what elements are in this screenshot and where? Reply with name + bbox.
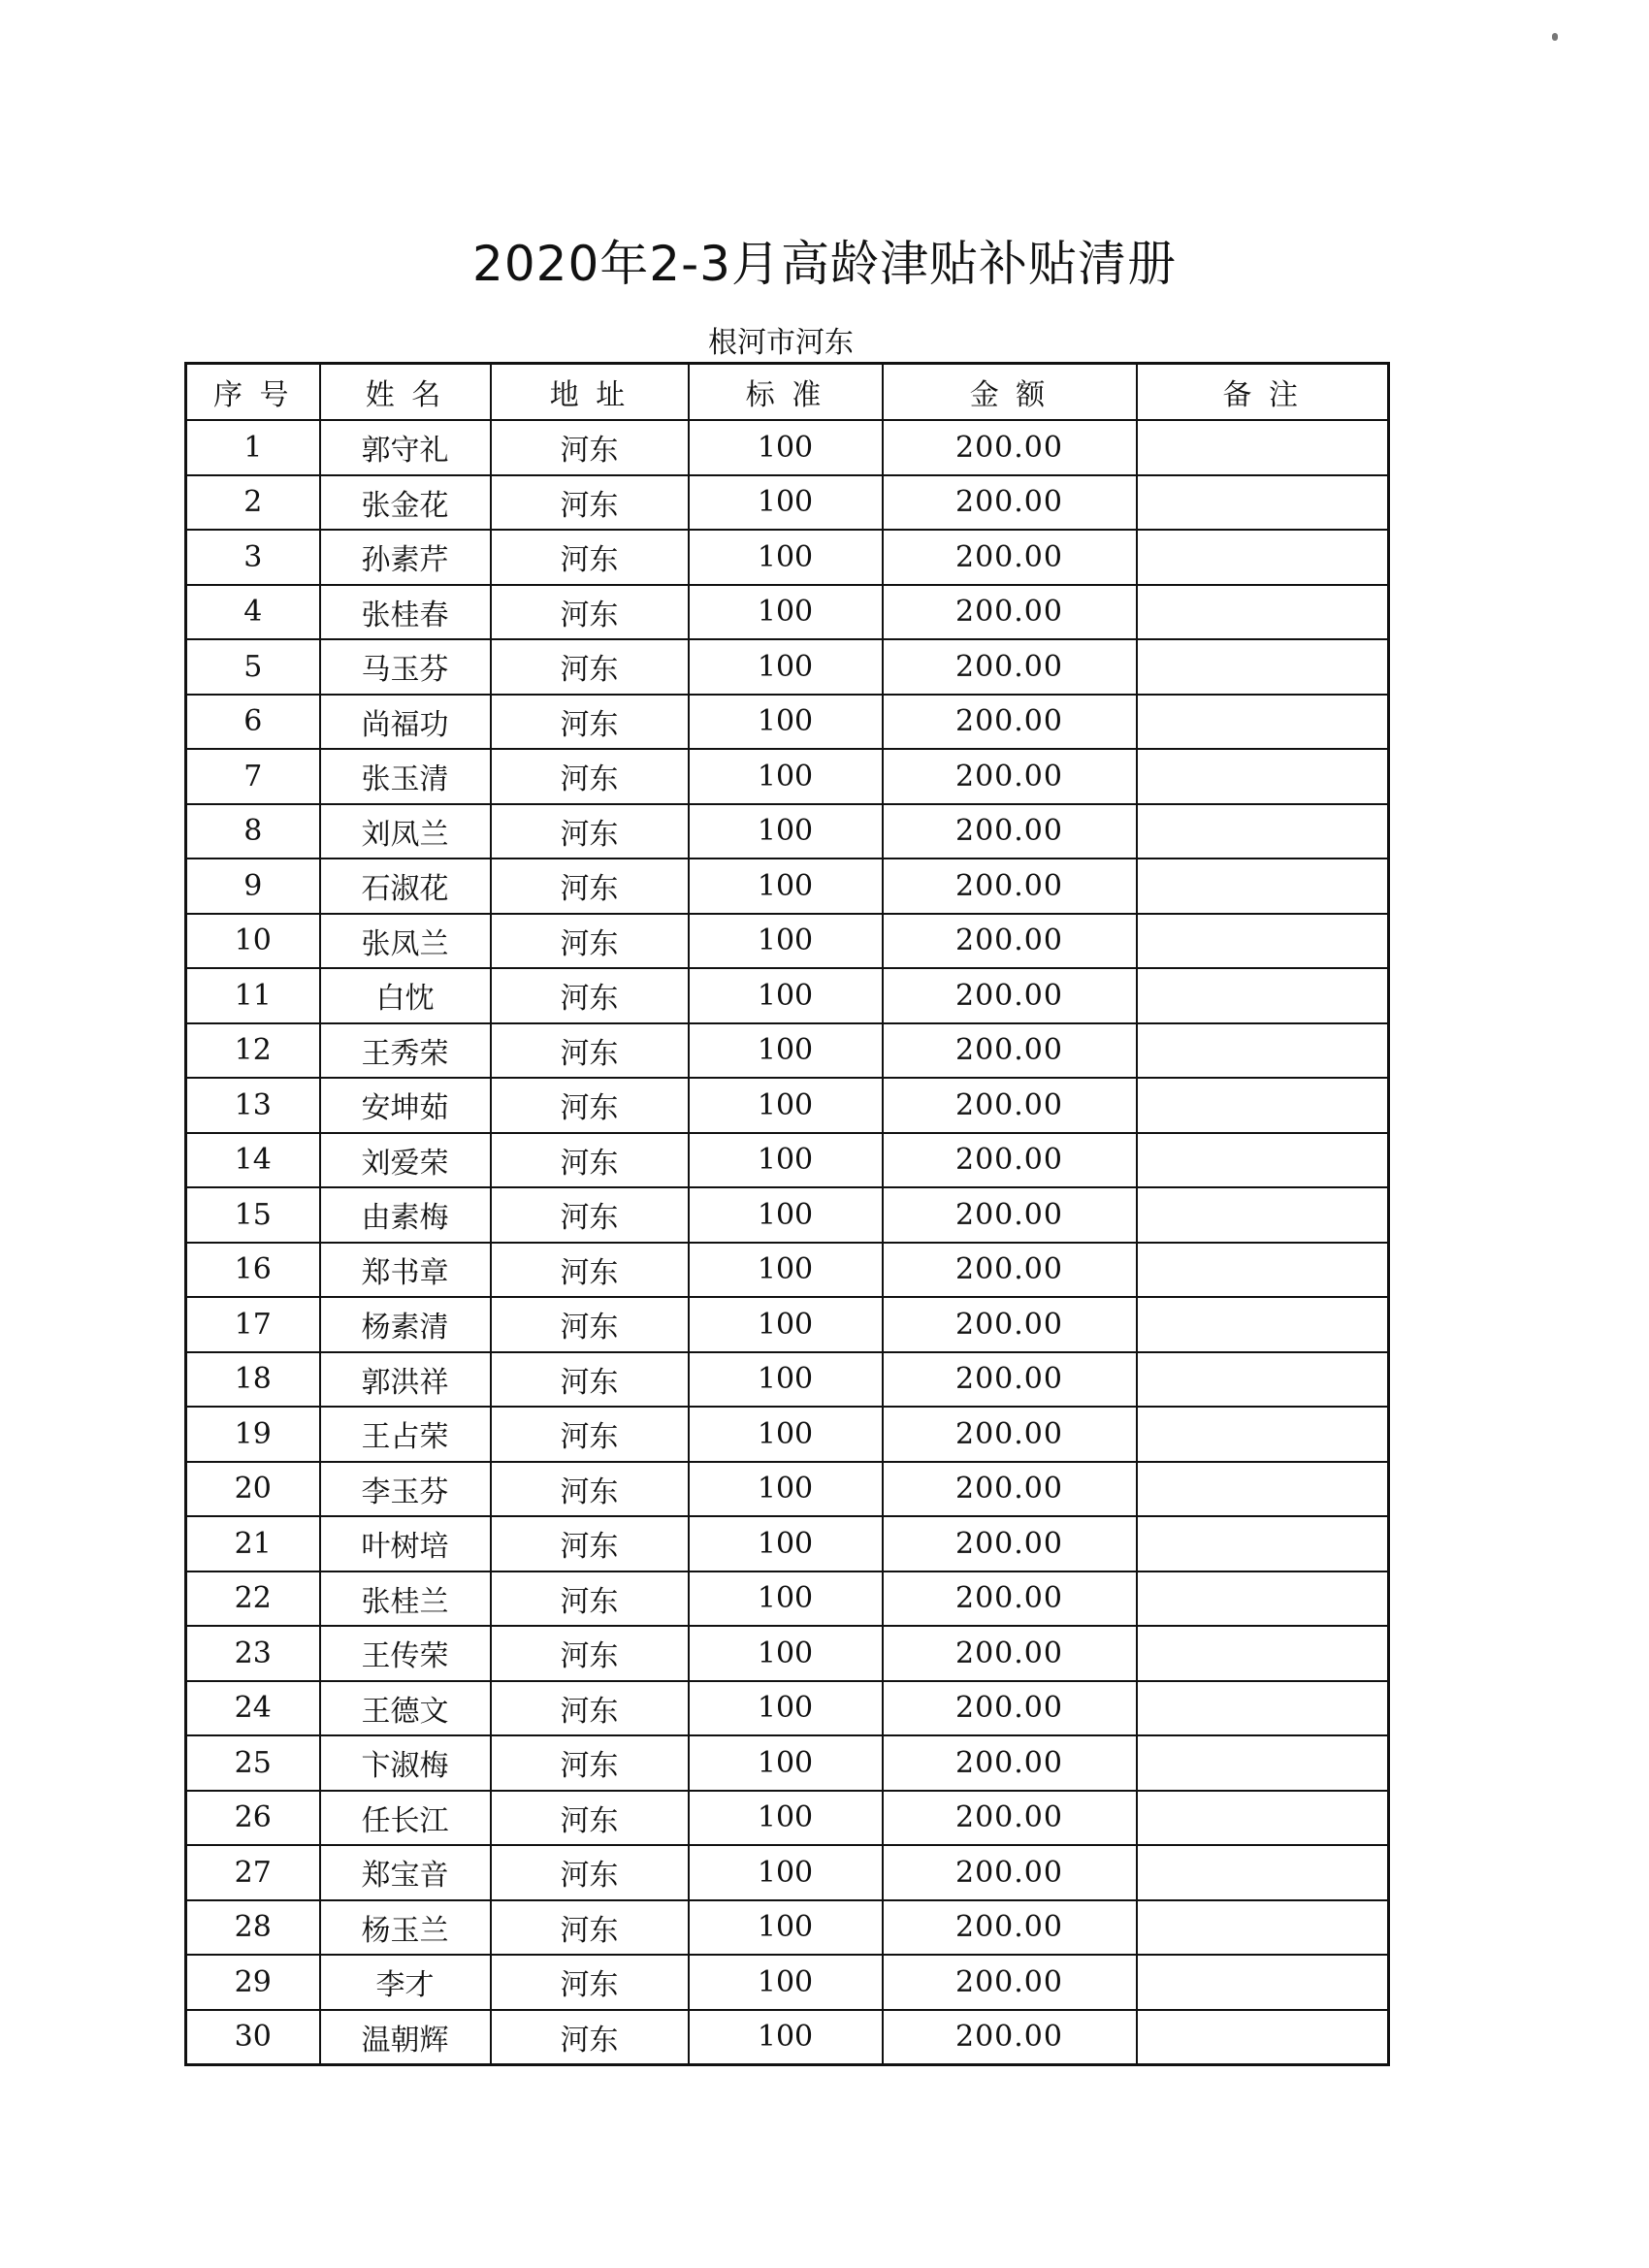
cell-amount: 200.00 (883, 1462, 1137, 1517)
cell-amount: 200.00 (883, 475, 1137, 531)
cell-standard: 100 (689, 1243, 883, 1298)
cell-remark (1137, 530, 1389, 585)
cell-standard: 100 (689, 1078, 883, 1133)
cell-remark (1137, 1845, 1389, 1900)
cell-address: 河东 (491, 1078, 689, 1133)
cell-name: 刘凤兰 (320, 804, 491, 859)
cell-remark (1137, 1791, 1389, 1846)
cell-remark (1137, 1955, 1389, 2010)
cell-amount: 200.00 (883, 749, 1137, 804)
cell-address: 河东 (491, 1187, 689, 1243)
cell-row-number: 12 (186, 1023, 320, 1079)
cell-name: 马玉芬 (320, 639, 491, 695)
table-row (186, 1955, 1389, 2010)
cell-address: 河东 (491, 1462, 689, 1517)
cell-standard: 100 (689, 1791, 883, 1846)
cell-row-number: 21 (186, 1516, 320, 1571)
cell-row-number: 9 (186, 859, 320, 914)
cell-remark (1137, 1133, 1389, 1188)
cell-name: 郭守礼 (320, 420, 491, 475)
cell-standard: 100 (689, 1735, 883, 1791)
cell-name: 李才 (320, 1955, 491, 2010)
table-row (186, 914, 1389, 969)
cell-row-number: 27 (186, 1845, 320, 1900)
cell-address: 河东 (491, 1571, 689, 1627)
cell-remark (1137, 695, 1389, 750)
cell-address: 河东 (491, 1023, 689, 1079)
cell-row-number: 25 (186, 1735, 320, 1791)
cell-row-number: 8 (186, 804, 320, 859)
header-no: 序 号 (186, 364, 320, 421)
cell-name: 尚福功 (320, 695, 491, 750)
cell-name: 李玉芬 (320, 1462, 491, 1517)
cell-amount: 200.00 (883, 1243, 1137, 1298)
cell-amount: 200.00 (883, 914, 1137, 969)
cell-remark (1137, 1900, 1389, 1956)
cell-address: 河东 (491, 639, 689, 695)
cell-amount: 200.00 (883, 1735, 1137, 1791)
cell-remark (1137, 968, 1389, 1023)
cell-name: 杨玉兰 (320, 1900, 491, 1956)
cell-address: 河东 (491, 420, 689, 475)
cell-address: 河东 (491, 1735, 689, 1791)
cell-remark (1137, 1735, 1389, 1791)
cell-standard: 100 (689, 1571, 883, 1627)
cell-address: 河东 (491, 1681, 689, 1736)
cell-address: 河东 (491, 1297, 689, 1352)
table-row (186, 749, 1389, 804)
document-title: 2020年2-3月高龄津贴补贴清册 (472, 236, 1177, 292)
cell-standard: 100 (689, 1407, 883, 1462)
cell-row-number: 17 (186, 1297, 320, 1352)
cell-standard: 100 (689, 1462, 883, 1517)
cell-remark (1137, 1407, 1389, 1462)
cell-address: 河东 (491, 1352, 689, 1408)
cell-amount: 200.00 (883, 695, 1137, 750)
header-name: 姓 名 (320, 364, 491, 421)
table-row (186, 530, 1389, 585)
table-row (186, 695, 1389, 750)
cell-row-number: 20 (186, 1462, 320, 1517)
table-row (186, 1735, 1389, 1791)
cell-remark (1137, 1078, 1389, 1133)
cell-remark (1137, 804, 1389, 859)
cell-remark (1137, 749, 1389, 804)
cell-remark (1137, 2010, 1389, 2065)
cell-standard: 100 (689, 1845, 883, 1900)
cell-amount: 200.00 (883, 639, 1137, 695)
cell-amount: 200.00 (883, 420, 1137, 475)
cell-row-number: 2 (186, 475, 320, 531)
cell-remark (1137, 1243, 1389, 1298)
cell-standard: 100 (689, 1133, 883, 1188)
cell-name: 郑宝音 (320, 1845, 491, 1900)
cell-row-number: 15 (186, 1187, 320, 1243)
cell-address: 河东 (491, 1791, 689, 1846)
cell-address: 河东 (491, 695, 689, 750)
cell-name: 白忱 (320, 968, 491, 1023)
table-row (186, 420, 1389, 475)
cell-row-number: 30 (186, 2010, 320, 2065)
cell-address: 河东 (491, 475, 689, 531)
table-row (186, 1133, 1389, 1188)
cell-standard: 100 (689, 695, 883, 750)
header-remark: 备 注 (1137, 364, 1389, 421)
cell-standard: 100 (689, 475, 883, 531)
cell-row-number: 7 (186, 749, 320, 804)
cell-address: 河东 (491, 530, 689, 585)
cell-remark (1137, 475, 1389, 531)
cell-row-number: 14 (186, 1133, 320, 1188)
cell-standard: 100 (689, 585, 883, 640)
cell-amount: 200.00 (883, 1626, 1137, 1681)
cell-row-number: 18 (186, 1352, 320, 1408)
cell-amount: 200.00 (883, 1516, 1137, 1571)
cell-standard: 100 (689, 859, 883, 914)
cell-amount: 200.00 (883, 1571, 1137, 1627)
cell-row-number: 3 (186, 530, 320, 585)
cell-name: 王德文 (320, 1681, 491, 1736)
cell-standard: 100 (689, 1297, 883, 1352)
header-address: 地 址 (491, 364, 689, 421)
cell-name: 张桂兰 (320, 1571, 491, 1627)
table-body (186, 420, 1389, 2065)
cell-name: 温朝辉 (320, 2010, 491, 2065)
cell-amount: 200.00 (883, 859, 1137, 914)
cell-amount: 200.00 (883, 1133, 1137, 1188)
cell-remark (1137, 1297, 1389, 1352)
table-row (186, 1187, 1389, 1243)
cell-row-number: 28 (186, 1900, 320, 1956)
header-standard: 标 准 (689, 364, 883, 421)
table-row (186, 1462, 1389, 1517)
cell-standard: 100 (689, 420, 883, 475)
cell-name: 卞淑梅 (320, 1735, 491, 1791)
cell-amount: 200.00 (883, 1791, 1137, 1846)
cell-row-number: 24 (186, 1681, 320, 1736)
cell-remark (1137, 639, 1389, 695)
cell-row-number: 19 (186, 1407, 320, 1462)
cell-amount: 200.00 (883, 1352, 1137, 1408)
cell-remark (1137, 1626, 1389, 1681)
cell-row-number: 4 (186, 585, 320, 640)
table-row (186, 804, 1389, 859)
cell-amount: 200.00 (883, 1078, 1137, 1133)
cell-remark (1137, 1352, 1389, 1408)
cell-name: 叶树培 (320, 1516, 491, 1571)
cell-standard: 100 (689, 639, 883, 695)
cell-row-number: 1 (186, 420, 320, 475)
cell-address: 河东 (491, 585, 689, 640)
cell-remark (1137, 585, 1389, 640)
table-row (186, 2010, 1389, 2065)
table-row (186, 475, 1389, 531)
cell-amount: 200.00 (883, 585, 1137, 640)
cell-amount: 200.00 (883, 1845, 1137, 1900)
table-row (186, 1791, 1389, 1846)
cell-standard: 100 (689, 1187, 883, 1243)
cell-remark (1137, 859, 1389, 914)
cell-row-number: 5 (186, 639, 320, 695)
cell-address: 河东 (491, 1900, 689, 1956)
cell-amount: 200.00 (883, 1407, 1137, 1462)
cell-address: 河东 (491, 804, 689, 859)
table-row (186, 968, 1389, 1023)
table-header-row (186, 364, 1389, 421)
cell-standard: 100 (689, 968, 883, 1023)
table-row (186, 585, 1389, 640)
cell-name: 孙素芹 (320, 530, 491, 585)
cell-name: 王传荣 (320, 1626, 491, 1681)
table-row (186, 1571, 1389, 1627)
table-row (186, 1243, 1389, 1298)
cell-standard: 100 (689, 1626, 883, 1681)
table-row (186, 859, 1389, 914)
cell-name: 郑书章 (320, 1243, 491, 1298)
cell-standard: 100 (689, 1955, 883, 2010)
cell-row-number: 6 (186, 695, 320, 750)
cell-remark (1137, 1023, 1389, 1079)
cell-row-number: 23 (186, 1626, 320, 1681)
table-row (186, 1078, 1389, 1133)
cell-amount: 200.00 (883, 1955, 1137, 2010)
cell-row-number: 29 (186, 1955, 320, 2010)
cell-row-number: 26 (186, 1791, 320, 1846)
table-row (186, 1845, 1389, 1900)
cell-amount: 200.00 (883, 804, 1137, 859)
cell-name: 郭洪祥 (320, 1352, 491, 1408)
table-row (186, 1516, 1389, 1571)
cell-amount: 200.00 (883, 1023, 1137, 1079)
cell-standard: 100 (689, 2010, 883, 2065)
cell-standard: 100 (689, 1516, 883, 1571)
table-row (186, 1900, 1389, 1956)
cell-name: 任长江 (320, 1791, 491, 1846)
table-row (186, 1023, 1389, 1079)
cell-name: 张玉清 (320, 749, 491, 804)
cell-address: 河东 (491, 1626, 689, 1681)
cell-remark (1137, 1187, 1389, 1243)
cell-name: 张金花 (320, 475, 491, 531)
table-row (186, 1681, 1389, 1736)
cell-name: 王占荣 (320, 1407, 491, 1462)
table-row (186, 1626, 1389, 1681)
cell-standard: 100 (689, 1900, 883, 1956)
scan-speck (1552, 33, 1558, 41)
cell-remark (1137, 420, 1389, 475)
cell-address: 河东 (491, 1407, 689, 1462)
cell-row-number: 11 (186, 968, 320, 1023)
cell-name: 张桂春 (320, 585, 491, 640)
cell-name: 刘爱荣 (320, 1133, 491, 1188)
cell-name: 安坤茹 (320, 1078, 491, 1133)
cell-amount: 200.00 (883, 1187, 1137, 1243)
cell-remark (1137, 1516, 1389, 1571)
header-amount: 金 额 (883, 364, 1137, 421)
table-row (186, 1407, 1389, 1462)
cell-amount: 200.00 (883, 2010, 1137, 2065)
cell-address: 河东 (491, 914, 689, 969)
cell-standard: 100 (689, 914, 883, 969)
cell-address: 河东 (491, 1845, 689, 1900)
cell-row-number: 16 (186, 1243, 320, 1298)
cell-address: 河东 (491, 749, 689, 804)
table-row (186, 1297, 1389, 1352)
cell-amount: 200.00 (883, 530, 1137, 585)
cell-amount: 200.00 (883, 1900, 1137, 1956)
subsidy-table (184, 362, 1390, 2066)
cell-address: 河东 (491, 1133, 689, 1188)
cell-remark (1137, 1681, 1389, 1736)
cell-standard: 100 (689, 749, 883, 804)
cell-standard: 100 (689, 1352, 883, 1408)
cell-address: 河东 (491, 1516, 689, 1571)
cell-name: 杨素清 (320, 1297, 491, 1352)
cell-name: 王秀荣 (320, 1023, 491, 1079)
cell-name: 由素梅 (320, 1187, 491, 1243)
document-subtitle: 根河市河东 (708, 326, 854, 360)
table-row (186, 1352, 1389, 1408)
cell-name: 石淑花 (320, 859, 491, 914)
cell-address: 河东 (491, 968, 689, 1023)
cell-address: 河东 (491, 1955, 689, 2010)
cell-address: 河东 (491, 859, 689, 914)
cell-remark (1137, 1462, 1389, 1517)
cell-address: 河东 (491, 1243, 689, 1298)
cell-standard: 100 (689, 530, 883, 585)
table-row (186, 639, 1389, 695)
cell-amount: 200.00 (883, 1297, 1137, 1352)
cell-standard: 100 (689, 804, 883, 859)
cell-standard: 100 (689, 1681, 883, 1736)
cell-remark (1137, 1571, 1389, 1627)
cell-amount: 200.00 (883, 1681, 1137, 1736)
cell-address: 河东 (491, 2010, 689, 2065)
cell-row-number: 10 (186, 914, 320, 969)
cell-row-number: 13 (186, 1078, 320, 1133)
cell-name: 张凤兰 (320, 914, 491, 969)
cell-row-number: 22 (186, 1571, 320, 1627)
cell-amount: 200.00 (883, 968, 1137, 1023)
cell-remark (1137, 914, 1389, 969)
cell-standard: 100 (689, 1023, 883, 1079)
